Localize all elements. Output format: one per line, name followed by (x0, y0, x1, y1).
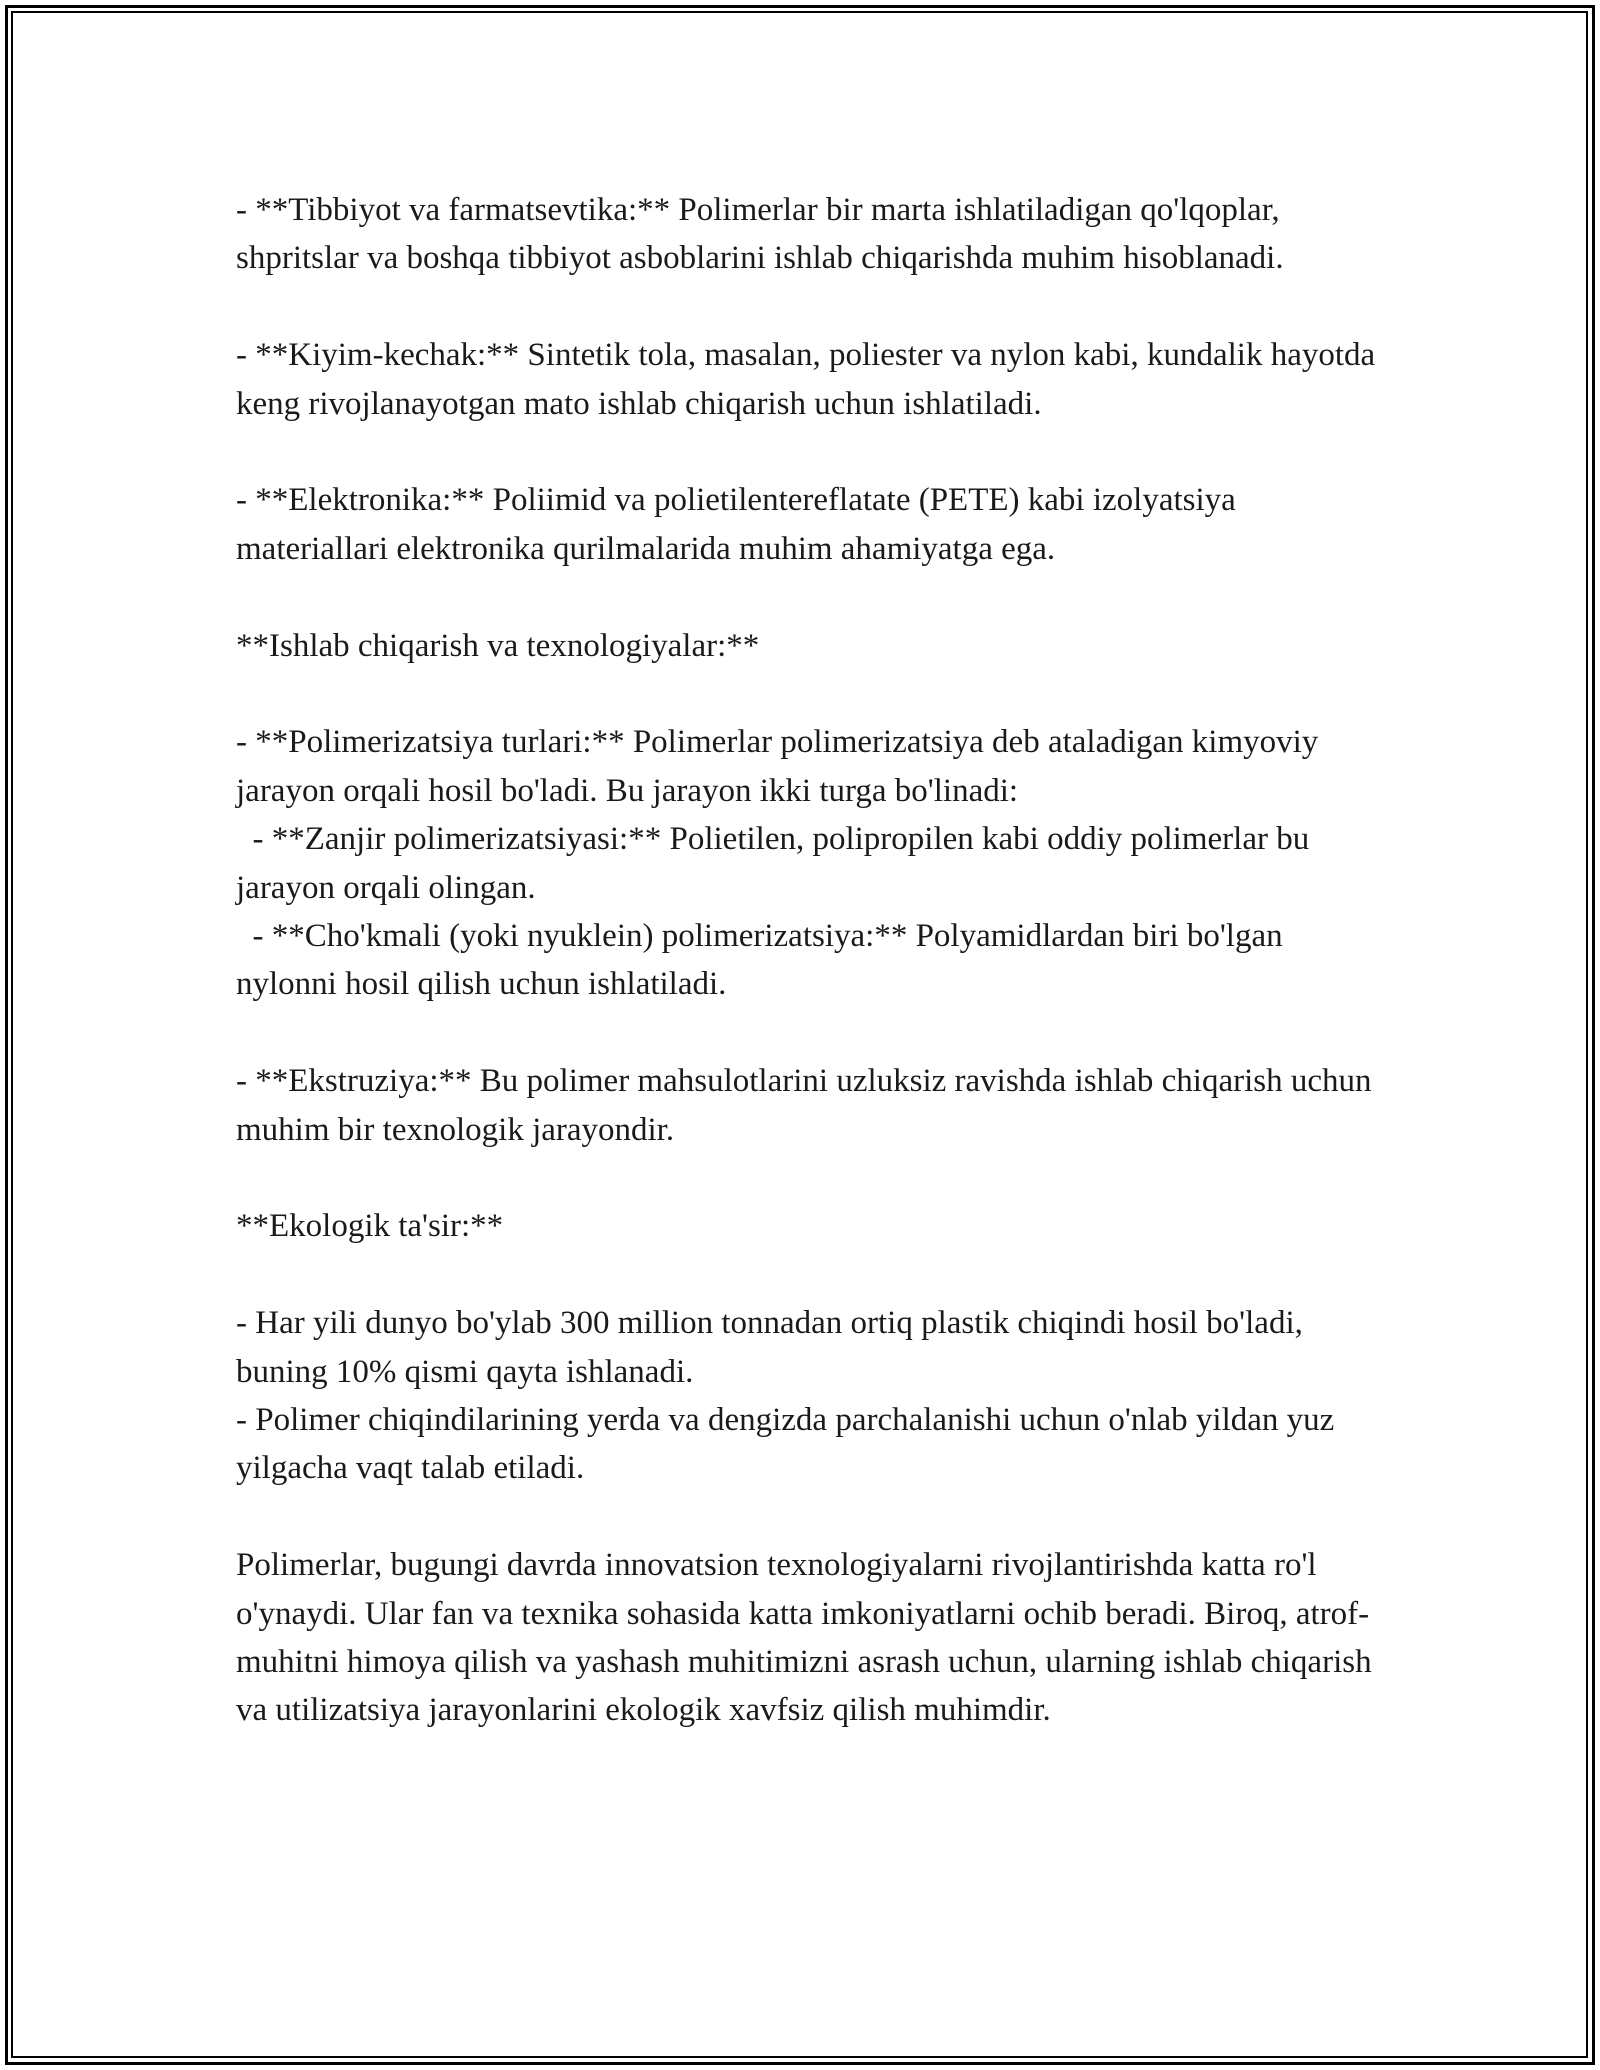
heading-ecology: **Ekologik ta'sir:** (236, 1208, 504, 1245)
paragraph-medicine: - **Tibbiyot va farmatsevtika:** Polimerlar bir marta ishlatiladigan qo'lqoplar, shpritslar va boshqa tibbiyot asboblarini ishlab chiqarishda muhim hisoblanadi. (236, 192, 1288, 277)
heading-production: **Ishlab chiqarish va texnologiyalar:** (236, 627, 760, 664)
paragraph-electronics: - **Elektronika:** Poliimid va polietilentereflatate (PETE) kabi izolyatsiya materiallari elektronika qurilmalarida muhim ahamiyatga ega. (236, 482, 1245, 567)
paragraph-plastic-waste: - Har yili dunyo bo'ylab 300 million tonnadan ortiq plastik chiqindi hosil bo'ladi, buning 10% qismi qayta ishlanadi. (236, 1305, 1312, 1390)
paragraph-clothing: - **Kiyim-kechak:** Sintetik tola, masalan, poliester va nylon kabi, kundalik hayotda keng rivojlanayotgan mato ishlab chiqarish uchun ishlatiladi. (236, 337, 1384, 422)
paragraph-polymerization-types: - **Polimerizatsiya turlari:** Polimerlar polimerizatsiya deb ataladigan kimyoviy jarayon orqali hosil bo'ladi. Bu jarayon ikki turga bo'linadi: (236, 724, 1327, 809)
paragraph-conclusion: Polimerlar, bugungi davrda innovatsion texnologiyalarni rivojlantirishda katta ro'l o'ynaydi. Ular fan va texnika sohasida katta imkoniyatlarni ochib beradi. Biroq, atrof-muhitni himoya qilish va yashash muhitimizni asrash uchun, ularning ishlab chiqarish va utilizatsiya jarayonlarini ekologik xavfsiz qilish muhimdir. (236, 1547, 1380, 1729)
paragraph-chain-polymerization: - **Zanjir polimerizatsiyasi:** Polietilen, polipropilen kabi oddiy polimerlar bu jarayon orqali olingan. (236, 821, 1318, 906)
paragraph-extrusion: - **Ekstruziya:** Bu polimer mahsulotlarini uzluksiz ravishda ishlab chiqarish uchun muhim bir texnologik jarayondir. (236, 1063, 1380, 1148)
document-body (236, 186, 1384, 1735)
paragraph-decomposition: - Polimer chiqindilarining yerda va dengizda parchalanishi uchun o'nlab yildan yuz yilgacha vaqt talab etiladi. (236, 1402, 1343, 1487)
paragraph-condensation-polymerization: - **Cho'kmali (yoki nyuklein) polimerizatsiya:** Polyamidlardan biri bo'lgan nylonni hosil qilish uchun ishlatiladi. (236, 918, 1291, 1003)
